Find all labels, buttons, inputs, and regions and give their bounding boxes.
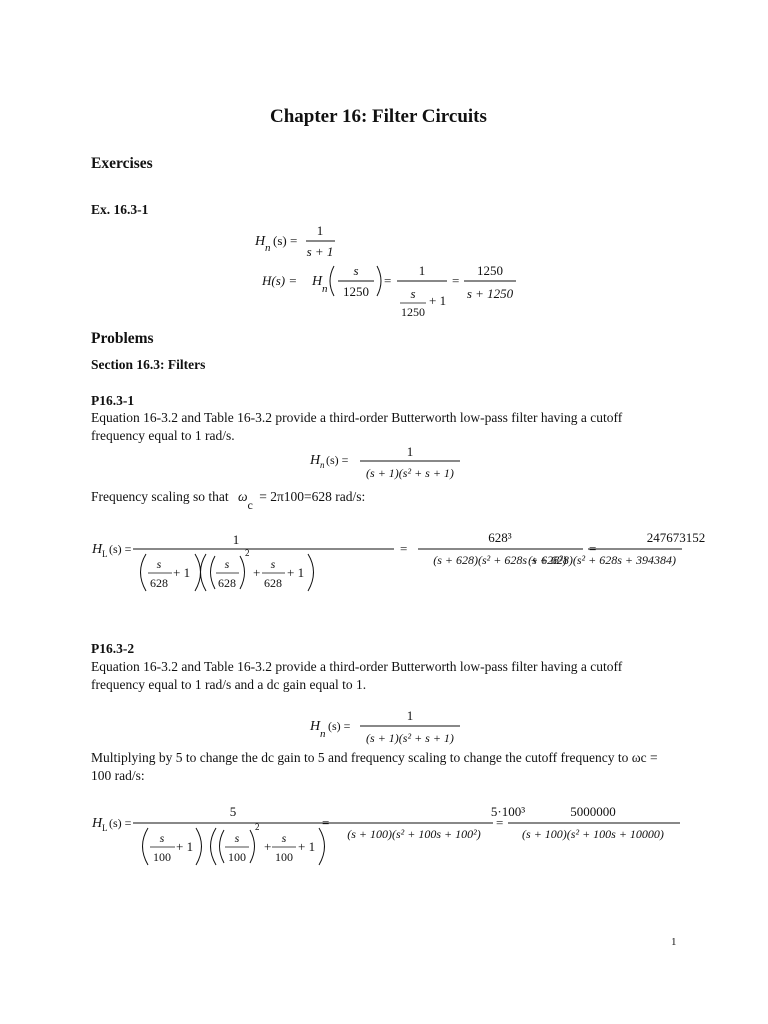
problem-statement: Equation 16-3.2 and Table 16-3.2 provide a third-order Butterworth low-pass filter having a cutoff frequency equal to 1 rad/s. bbox=[91, 410, 623, 443]
right-paren bbox=[319, 828, 325, 865]
fraction-denominator: (s + 628)(s² + 628s + 394384) bbox=[528, 553, 676, 567]
ex-eq2 bbox=[261, 263, 516, 319]
p1632-eq2 bbox=[88, 796, 688, 876]
scaled-s: s bbox=[281, 831, 287, 845]
scaling-text: Multiplying by 5 to change the dc gain to 5 and frequency scaling to change the cutoff frequency to ωc = 100 rad/s: bbox=[91, 750, 658, 783]
omega-symbol: ω bbox=[237, 489, 248, 504]
scaled-s: s bbox=[234, 831, 240, 845]
scaled-s: s bbox=[224, 557, 230, 571]
right-paren bbox=[195, 554, 201, 591]
plus-one: + 1 bbox=[176, 839, 194, 854]
scale-factor: 100 bbox=[275, 850, 293, 864]
scaled-s: s bbox=[159, 831, 165, 845]
equals-sign: = bbox=[400, 541, 408, 556]
fraction-numerator: 1 bbox=[406, 708, 414, 723]
problem-label: P16.3-1 bbox=[91, 393, 135, 408]
frequency-scaling-value: = 2π100=628 rad/s: bbox=[259, 489, 366, 504]
right-paren bbox=[250, 830, 255, 863]
fraction-numerator: 628³ bbox=[488, 530, 512, 545]
fraction-numerator: 5·100³ bbox=[490, 804, 526, 819]
left-paren bbox=[143, 828, 149, 865]
right-paren bbox=[377, 266, 381, 296]
fraction-numerator: 1 bbox=[232, 532, 240, 547]
scale-factor: 628 bbox=[264, 576, 282, 590]
omega-subscript: c bbox=[247, 498, 253, 512]
eq-subscript: n bbox=[320, 728, 326, 740]
left-paren bbox=[211, 828, 217, 865]
exponent: 2 bbox=[255, 822, 260, 832]
equals-sign: = bbox=[384, 273, 392, 288]
left-paren bbox=[220, 830, 225, 863]
fraction-denominator: s + 1250 bbox=[466, 286, 514, 301]
plus-one: + 1 bbox=[173, 565, 191, 580]
eq-symbol: H bbox=[255, 234, 266, 249]
p1631-eq2 bbox=[88, 522, 706, 602]
eq-argument: (s) = bbox=[328, 719, 351, 733]
eq-subscript: n bbox=[320, 460, 325, 470]
equals-sign: = bbox=[496, 815, 504, 830]
problem-label: P16.3-2 bbox=[91, 641, 135, 656]
scale-factor: 628 bbox=[150, 576, 168, 590]
plus-sign: + bbox=[253, 565, 261, 580]
page-title: Chapter 16: Filter Circuits bbox=[270, 106, 487, 127]
fraction-denominator bbox=[141, 548, 314, 591]
equals-sign: = bbox=[322, 815, 330, 830]
p1632-eq1 bbox=[300, 702, 480, 747]
exercises-heading: Exercises bbox=[91, 155, 153, 172]
fraction-denominator: s + 1 bbox=[306, 244, 334, 259]
plus-one: + 1 bbox=[429, 293, 447, 308]
right-paren bbox=[196, 828, 202, 865]
scale-factor: 628 bbox=[218, 576, 236, 590]
problem-statement: Equation 16-3.2 and Table 16-3.2 provide a third-order Butterworth low-pass filter having a cutoff frequency equal to 1 rad/s and a dc gain equal to 1. bbox=[91, 659, 623, 692]
left-paren bbox=[141, 554, 147, 591]
equals-sign: = bbox=[452, 273, 460, 288]
eq-symbol: H bbox=[92, 816, 103, 831]
scale-factor: 100 bbox=[153, 850, 171, 864]
fraction-denominator: (s + 1)(s² + s + 1) bbox=[366, 466, 454, 480]
eq-symbol: H bbox=[310, 719, 321, 734]
eq-symbol: H bbox=[92, 542, 103, 557]
problems-heading: Problems bbox=[91, 330, 154, 347]
fraction-denominator: 1250 bbox=[343, 284, 369, 299]
left-paren bbox=[211, 556, 216, 589]
left-paren bbox=[330, 266, 334, 296]
eq-argument: (s) = bbox=[109, 816, 132, 830]
fraction-numerator: 5000000 bbox=[570, 804, 616, 819]
scaled-s: s bbox=[156, 557, 162, 571]
plus-sign: + bbox=[264, 839, 272, 854]
fraction-numerator: 1250 bbox=[477, 263, 503, 278]
right-paren bbox=[308, 554, 314, 591]
ex-eq1 bbox=[254, 223, 335, 259]
fraction-denominator: (s + 628)(s² + 628s + 628²) bbox=[433, 553, 567, 567]
right-paren bbox=[240, 556, 245, 589]
fraction-denominator bbox=[143, 822, 325, 865]
plus-one: + 1 bbox=[298, 839, 316, 854]
equals-sign: = bbox=[589, 541, 597, 556]
eq-subscript: n bbox=[322, 283, 328, 295]
exercise-label: Ex. 16.3-1 bbox=[91, 202, 149, 217]
left-paren bbox=[201, 554, 207, 591]
fraction-numerator: s bbox=[353, 263, 359, 278]
plus-one: + 1 bbox=[287, 565, 305, 580]
frequency-scaling-prefix: Frequency scaling so that bbox=[91, 489, 229, 504]
scaled-s: s bbox=[270, 557, 276, 571]
fraction-denominator: (s + 100)(s² + 100s + 10000) bbox=[522, 827, 664, 841]
section-heading: Section 16.3: Filters bbox=[91, 357, 206, 372]
p1631-eq1 bbox=[300, 442, 480, 487]
eq-argument: (s) = bbox=[326, 453, 349, 467]
eq-symbol: H bbox=[312, 274, 323, 289]
frequency-scaling-text bbox=[91, 488, 366, 512]
fraction-denominator: (s + 100)(s² + 100s + 100²) bbox=[347, 827, 481, 841]
nested-denominator: 1250 bbox=[401, 305, 425, 319]
fraction-numerator: 1 bbox=[418, 263, 426, 278]
fraction-numerator: 1 bbox=[316, 223, 324, 238]
fraction-numerator: 247673152 bbox=[646, 530, 706, 545]
exponent: 2 bbox=[245, 548, 250, 558]
eq-subscript: L bbox=[102, 823, 108, 833]
ex-16-3-1-equations bbox=[240, 222, 540, 322]
eq-symbol: H bbox=[310, 453, 321, 468]
nested-numerator: s bbox=[410, 286, 416, 301]
fraction-numerator: 5 bbox=[229, 804, 237, 819]
eq-argument: (s) = bbox=[273, 233, 298, 248]
fraction-numerator: 1 bbox=[406, 444, 414, 459]
page-number: 1 bbox=[671, 936, 677, 948]
eq-subscript: n bbox=[265, 242, 271, 254]
fraction-denominator: (s + 1)(s² + s + 1) bbox=[366, 731, 454, 745]
scale-factor: 100 bbox=[228, 850, 246, 864]
eq-subscript: L bbox=[102, 549, 108, 559]
eq-lhs: H(s) = bbox=[262, 273, 298, 288]
eq-argument: (s) = bbox=[109, 542, 132, 556]
